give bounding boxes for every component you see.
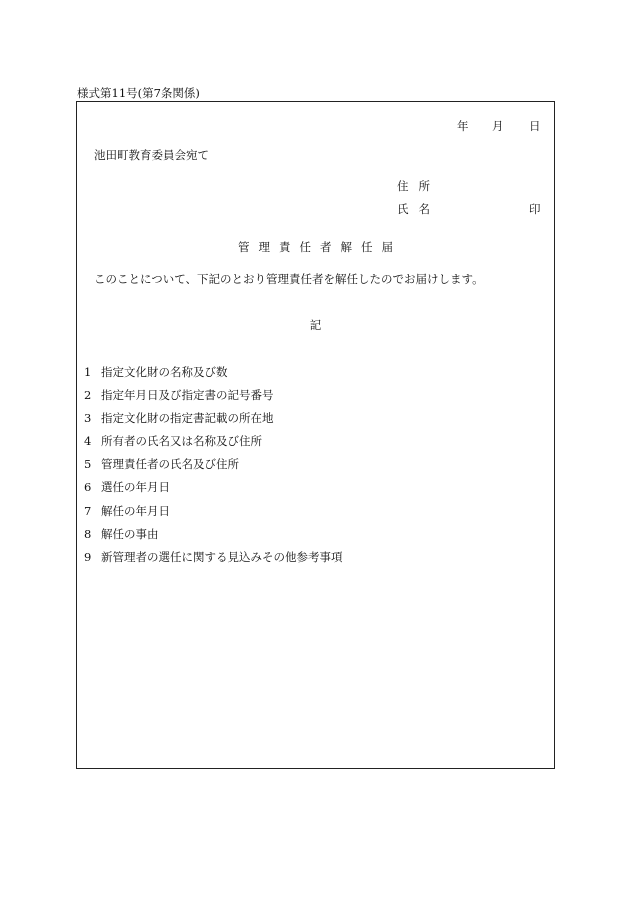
- item-text: 解任の事由: [101, 526, 159, 541]
- list-item: [84, 480, 343, 503]
- item-text: 指定文化財の指定書記載の所在地: [101, 411, 274, 426]
- name-label: 氏名: [397, 202, 440, 216]
- item-text: 選任の年月日: [101, 480, 170, 495]
- list-item: [84, 411, 343, 434]
- list-item: [84, 388, 343, 411]
- form-number: 様式第11号(第7条関係): [77, 86, 200, 100]
- list-item: [84, 527, 343, 550]
- item-number: 3: [84, 411, 92, 426]
- item-number: 8: [84, 526, 92, 541]
- item-text: 管理責任者の氏名及び住所: [101, 457, 239, 472]
- item-text: 解任の年月日: [101, 503, 170, 518]
- form-box: [76, 101, 555, 769]
- item-number: 1: [84, 365, 92, 379]
- addressee: 池田町教育委員会宛て: [94, 148, 209, 162]
- date-year-label: 年: [457, 119, 469, 133]
- list-item: [84, 504, 343, 527]
- address-label: 住所: [397, 179, 440, 193]
- list-item: [84, 550, 343, 573]
- date-day-label: 日: [529, 119, 541, 133]
- item-number: 4: [84, 434, 92, 449]
- list-item: [84, 434, 343, 457]
- document-title: 管理責任者解任届: [238, 240, 402, 254]
- ki-heading: 記: [309, 318, 322, 332]
- item-number: 6: [84, 480, 92, 495]
- item-number: 9: [84, 549, 92, 564]
- item-text: 指定文化財の名称及び数: [101, 365, 228, 379]
- item-text: 新管理者の選任に関する見込みその他参考事項: [101, 549, 343, 564]
- item-list: [84, 365, 343, 573]
- item-number: 7: [84, 503, 92, 518]
- item-number: 2: [84, 388, 92, 403]
- item-text: 指定年月日及び指定書の記号番号: [101, 388, 274, 403]
- list-item: [84, 457, 343, 480]
- item-text: 所有者の氏名又は名称及び住所: [101, 434, 262, 449]
- item-number: 5: [84, 457, 92, 472]
- body-text: このことについて、下記のとおり管理責任者を解任したのでお届けします。: [94, 272, 484, 286]
- seal-mark: 印: [529, 202, 541, 216]
- list-item: [84, 365, 343, 388]
- date-month-label: 月: [492, 119, 504, 133]
